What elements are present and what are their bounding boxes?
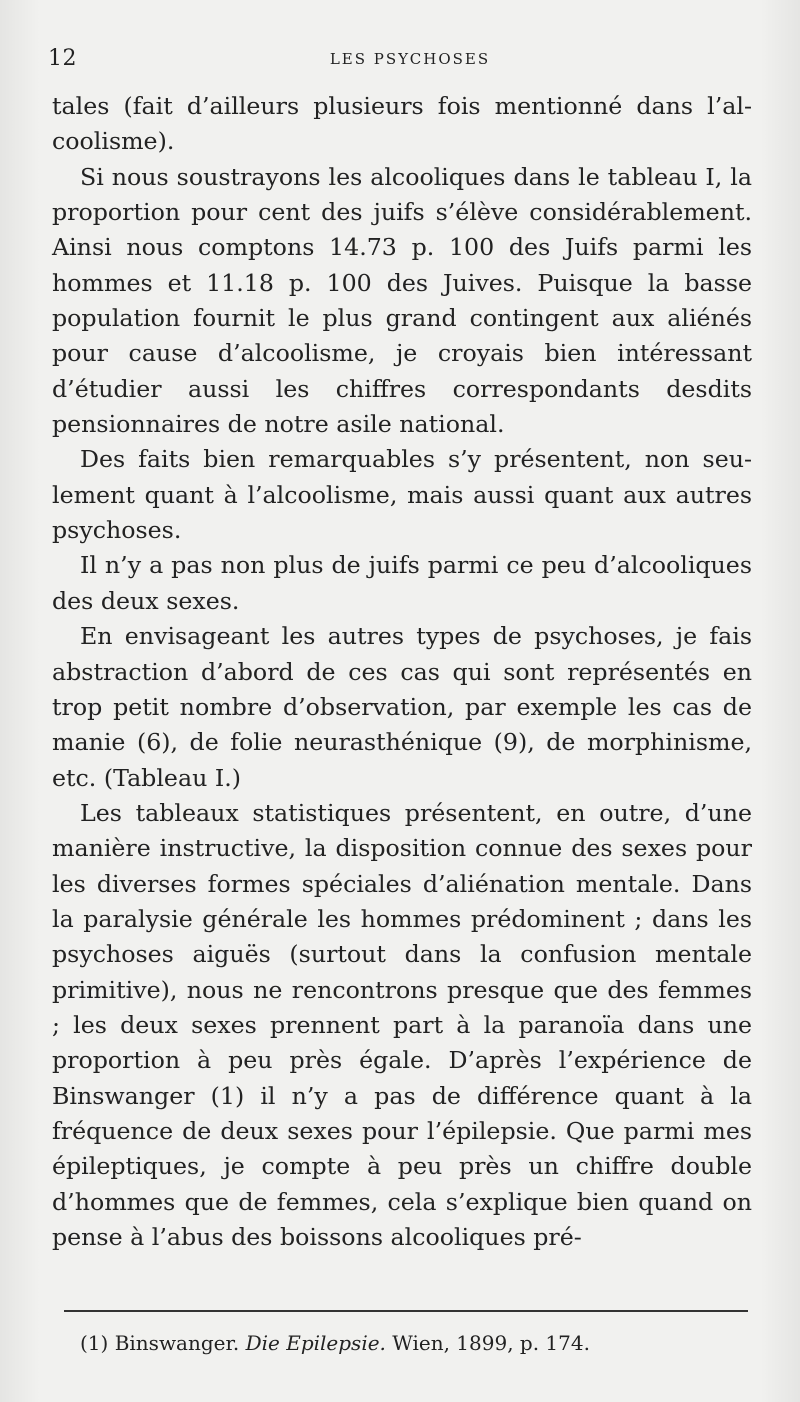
- footnote-author: Binswanger.: [114, 1331, 240, 1355]
- paragraph-continued: tales (fait d’ailleurs plusieurs fois mentionné dans l’alcoolisme).: [52, 92, 752, 156]
- paragraph: Les tableaux statistiques présentent, en outre, d’une manière instructive, la disposition connue des sexes pour les diverses formes spéciales d’aliénation mentale. Dans la paralysie générale les hommes prédominent ; dans les psychoses aiguës (surtout dans la confusion mentale primitive), nous ne rencontrons presque que des femmes ; les deux sexes prennent part à la paranoïa dans une proportion à peu près égale. D’après l’expérience de Binswanger (1) il n’y a pas de différence quant à la fréquence de deux sexes pour l’épilepsie. Que parmi mes épileptiques, je compte à peu près un chiffre double d’hommes que de femmes, cela s’explique bien quand on pense à l’abus des boissons alcooliques pré-: [52, 798, 752, 1251]
- page-header: [48, 46, 752, 76]
- footnote-publication: Wien, 1899, p. 174.: [392, 1331, 590, 1355]
- footnote-title: Die Epilepsie.: [245, 1331, 386, 1355]
- paragraph: En envisageant les autres types de psychoses, je fais abstraction d’abord de ces cas qui sont représentés en trop petit nombre d’observation, par exemple les cas de manie (6), de folie neurasthénique (9), de morphinisme, etc. (Tableau I.): [52, 622, 752, 792]
- page-number: 12: [48, 46, 77, 71]
- running-head: LES PSYCHOSES: [329, 50, 491, 68]
- footnote: [80, 1330, 740, 1356]
- paragraph: Si nous soustrayons les alcooliques dans le tableau I, la proportion pour cent des juifs s’élève considérablement. Ainsi nous comptons 14.73 p. 100 des Juifs parmi les hommes et 11.18 p. 100 des Juives. Puisque la basse population fournit le plus grand contingent aux aliénés pour cause d’alcoolisme, je croyais bien intéressant d’étudier aussi les chiffres correspondants desdits pensionnaires de notre asile national.: [52, 162, 752, 439]
- footnote-rule: [64, 1310, 748, 1312]
- footnote-marker: (1): [80, 1331, 109, 1355]
- paragraph: Des faits bien remarquables s’y présentent, non seulement quant à l’alcoolisme, mais aussi quant aux autres psychoses.: [52, 445, 752, 545]
- body-text: [52, 89, 752, 1255]
- paragraph: Il n’y a pas non plus de juifs parmi ce peu d’alcooliques des deux sexes.: [52, 551, 752, 615]
